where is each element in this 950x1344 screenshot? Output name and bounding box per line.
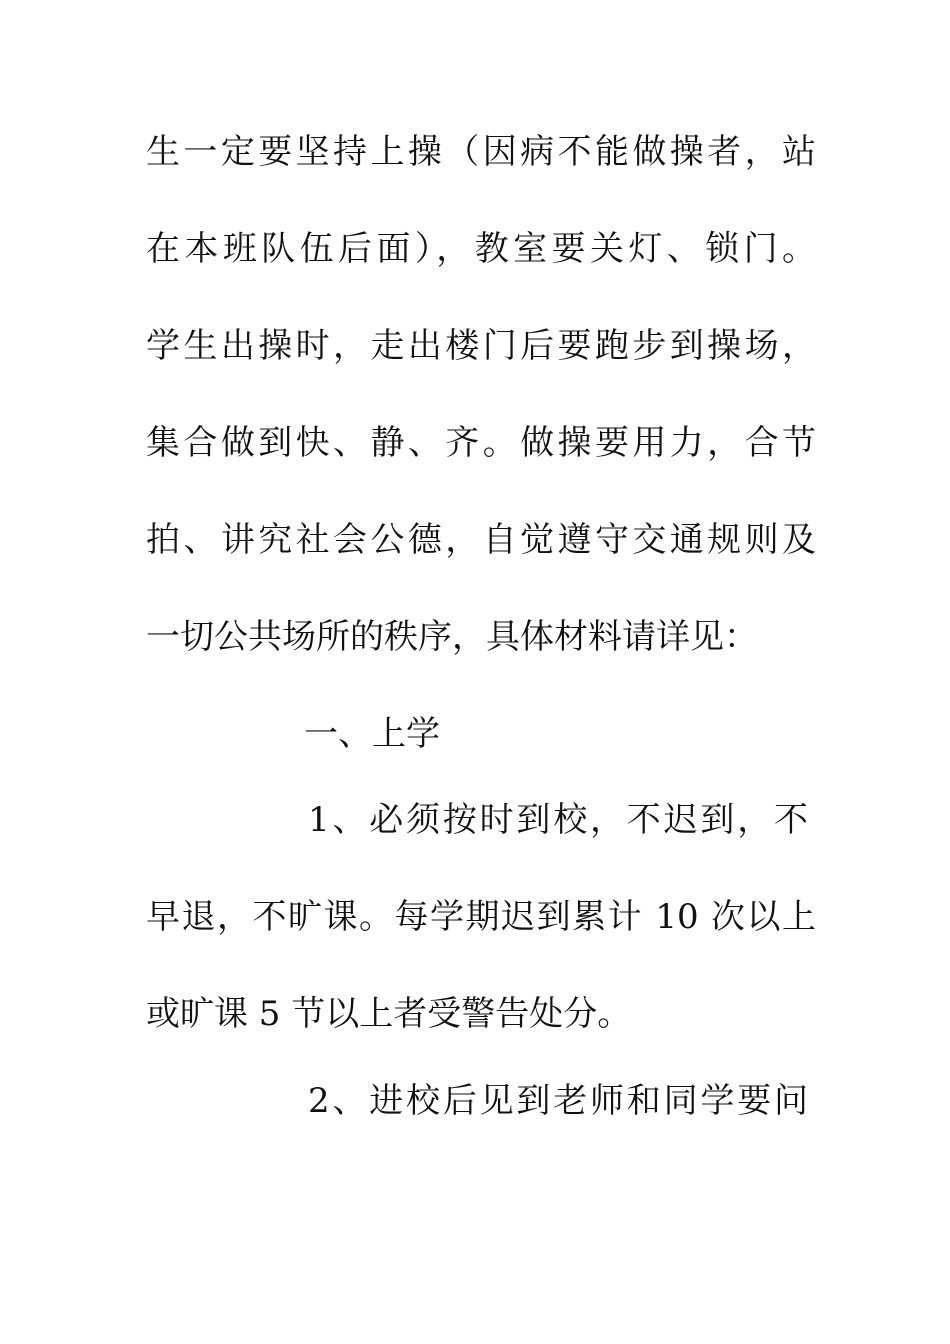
list-item-line: 早退，不旷课。每学期迟到累计 10 次以上 — [146, 897, 816, 937]
paragraph-line: 一切公共场所的秩序，具体材料请详见： — [146, 617, 758, 657]
list-item-line: 或旷课 5 节以上者受警告处分。 — [146, 994, 632, 1034]
paragraph-line: 集合做到快、静、齐。做操要用力，合节 — [146, 423, 816, 463]
list-item-first-line: 1、必须按时到校，不迟到，不 — [308, 800, 808, 840]
paragraph-line: 在本班队伍后面），教室要关灯、锁门。 — [146, 229, 816, 269]
paragraph-line: 学生出操时，走出楼门后要跑步到操场， — [146, 326, 816, 366]
list-item-first-line: 2、进校后见到老师和同学要问 — [308, 1081, 808, 1121]
paragraph-line: 生一定要坚持上操（因病不能做操者，站 — [146, 132, 816, 172]
paragraph-line: 拍、讲究社会公德，自觉遵守交通规则及 — [146, 520, 816, 560]
section-heading: 一、上学 — [304, 714, 440, 754]
